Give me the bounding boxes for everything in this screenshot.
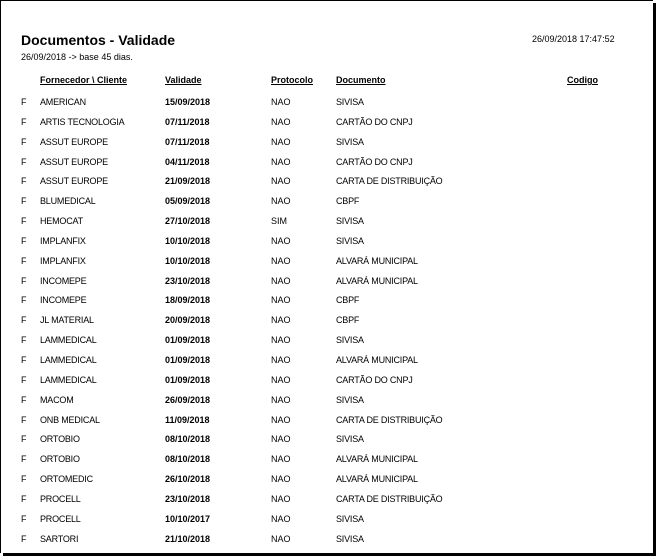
row-type: F — [21, 176, 27, 187]
row-fornecedor: ASSUT EUROPE — [40, 156, 108, 167]
row-validade: 27/10/2018 — [165, 216, 211, 227]
row-documento: ALVARÁ MUNICIPAL — [336, 354, 418, 365]
row-type: F — [21, 235, 27, 246]
row-validade: 21/10/2018 — [165, 533, 211, 544]
row-documento: SIVISA — [336, 216, 364, 227]
row-documento: CBPF — [336, 315, 360, 326]
row-fornecedor: ASSUT EUROPE — [40, 136, 108, 147]
row-type: F — [21, 394, 27, 405]
row-documento: CBPF — [336, 295, 360, 306]
row-protocolo: NAO — [271, 116, 291, 127]
row-protocolo: NAO — [271, 454, 291, 465]
column-header-documento: Documento — [336, 75, 386, 85]
row-fornecedor: SARTORI — [40, 533, 79, 544]
row-protocolo: NAO — [271, 394, 291, 405]
row-type: F — [21, 474, 27, 485]
row-type: F — [21, 533, 27, 544]
row-type: F — [21, 216, 27, 227]
column-header-protocolo: Protocolo — [271, 75, 313, 85]
row-validade: 01/09/2018 — [165, 335, 211, 346]
table-row — [1, 513, 653, 533]
row-documento: SIVISA — [336, 97, 364, 107]
row-fornecedor: INCOMEPE — [40, 275, 87, 286]
row-validade: 23/10/2018 — [165, 275, 211, 286]
row-protocolo: NAO — [271, 275, 291, 286]
row-protocolo: NAO — [271, 97, 291, 107]
row-type: F — [21, 97, 27, 107]
row-fornecedor: LAMMEDICAL — [40, 354, 97, 365]
row-protocolo: NAO — [271, 374, 291, 385]
row-fornecedor: ARTIS TECNOLOGIA — [40, 116, 125, 127]
row-type: F — [21, 255, 27, 266]
row-documento: SIVISA — [336, 235, 364, 246]
row-protocolo: NAO — [271, 136, 291, 147]
row-fornecedor: IMPLANFIX — [40, 235, 86, 246]
row-protocolo: NAO — [271, 335, 291, 346]
row-protocolo: NAO — [271, 493, 291, 504]
row-documento: ALVARÁ MUNICIPAL — [336, 454, 418, 465]
row-validade: 20/09/2018 — [165, 315, 211, 326]
row-protocolo: NAO — [271, 196, 291, 207]
row-protocolo: SIM — [271, 216, 288, 227]
table-row — [1, 136, 653, 156]
row-fornecedor: ASSUT EUROPE — [40, 176, 108, 187]
row-fornecedor: LAMMEDICAL — [40, 374, 97, 385]
row-fornecedor: PROCELL — [40, 493, 81, 504]
row-documento: SIVISA — [336, 533, 364, 544]
table-row — [1, 394, 653, 414]
report-rows — [1, 96, 653, 552]
table-row — [1, 314, 653, 334]
table-row — [1, 493, 653, 513]
row-type: F — [21, 374, 27, 385]
column-header-validade: Validade — [165, 75, 202, 85]
table-row — [1, 453, 653, 473]
row-type: F — [21, 156, 27, 167]
row-type: F — [21, 116, 27, 127]
row-validade: 01/09/2018 — [165, 354, 211, 365]
row-type: F — [21, 136, 27, 147]
row-type: F — [21, 513, 27, 524]
row-fornecedor: AMERICAN — [40, 97, 86, 107]
row-validade: 08/10/2018 — [165, 434, 211, 445]
row-type: F — [21, 315, 27, 326]
row-documento: SIVISA — [336, 434, 364, 445]
table-row — [1, 294, 653, 314]
row-type: F — [21, 414, 27, 425]
row-documento: SIVISA — [336, 513, 364, 524]
row-protocolo: NAO — [271, 513, 291, 524]
table-row — [1, 215, 653, 235]
row-fornecedor: IMPLANFIX — [40, 255, 86, 266]
row-protocolo: NAO — [271, 176, 291, 187]
row-fornecedor: ORTOMEDIC — [40, 474, 93, 485]
row-documento: CARTA DE DISTRIBUIÇÃO — [336, 493, 443, 504]
row-documento: CARTA DE DISTRIBUIÇÃO — [336, 176, 443, 187]
row-protocolo: NAO — [271, 434, 291, 445]
row-protocolo: NAO — [271, 414, 291, 425]
row-fornecedor: HEMOCAT — [40, 216, 83, 227]
table-row — [1, 275, 653, 295]
row-documento: SIVISA — [336, 394, 364, 405]
row-fornecedor: MACOM — [40, 394, 74, 405]
row-validade: 10/10/2018 — [165, 235, 211, 246]
row-documento: CARTÃO DO CNPJ — [336, 374, 413, 385]
row-type: F — [21, 335, 27, 346]
row-fornecedor: BLUMEDICAL — [40, 196, 96, 207]
row-documento: ALVARÁ MUNICIPAL — [336, 255, 418, 266]
row-documento: CARTA DE DISTRIBUIÇÃO — [336, 414, 443, 425]
row-validade: 05/09/2018 — [165, 196, 211, 207]
row-protocolo: NAO — [271, 156, 291, 167]
row-validade: 21/09/2018 — [165, 176, 211, 187]
row-protocolo: NAO — [271, 354, 291, 365]
row-validade: 11/09/2018 — [165, 414, 210, 425]
row-validade: 26/10/2018 — [165, 474, 211, 485]
row-validade: 10/10/2018 — [165, 255, 211, 266]
row-protocolo: NAO — [271, 255, 291, 266]
table-row — [1, 533, 653, 553]
row-documento: ALVARÁ MUNICIPAL — [336, 474, 418, 485]
row-type: F — [21, 295, 27, 306]
row-protocolo: NAO — [271, 474, 291, 485]
page-shadow-right — [653, 3, 656, 555]
row-fornecedor: PROCELL — [40, 513, 81, 524]
row-protocolo: NAO — [271, 533, 291, 544]
row-fornecedor: INCOMEPE — [40, 295, 87, 306]
row-type: F — [21, 454, 27, 465]
row-type: F — [21, 493, 27, 504]
row-type: F — [21, 196, 27, 207]
table-row — [1, 334, 653, 354]
row-documento: ALVARÁ MUNICIPAL — [336, 275, 418, 286]
row-validade: 15/09/2018 — [165, 97, 211, 107]
table-row — [1, 116, 653, 136]
column-header-fornecedor: Fornecedor \ Cliente — [40, 75, 128, 85]
table-row — [1, 195, 653, 215]
row-validade: 01/09/2018 — [165, 374, 211, 385]
table-row — [1, 175, 653, 195]
row-validade: 08/10/2018 — [165, 454, 211, 465]
row-type: F — [21, 434, 27, 445]
table-row — [1, 96, 653, 116]
row-documento: CARTÃO DO CNPJ — [336, 116, 413, 127]
row-validade: 18/09/2018 — [165, 295, 211, 306]
row-protocolo: NAO — [271, 295, 291, 306]
row-validade: 07/11/2018 — [165, 116, 210, 127]
table-row — [1, 414, 653, 434]
row-documento: SIVISA — [336, 136, 364, 147]
report-timestamp: 26/09/2018 17:47:52 — [532, 34, 615, 44]
row-fornecedor: ORTOBIO — [40, 434, 80, 445]
row-documento: SIVISA — [336, 335, 364, 346]
table-row — [1, 473, 653, 493]
row-type: F — [21, 275, 27, 286]
row-fornecedor: LAMMEDICAL — [40, 335, 97, 346]
row-validade: 07/11/2018 — [165, 136, 210, 147]
table-row — [1, 354, 653, 374]
table-row — [1, 255, 653, 275]
row-fornecedor: ORTOBIO — [40, 454, 80, 465]
column-header-codigo: Codigo — [567, 75, 598, 85]
table-row — [1, 433, 653, 453]
row-protocolo: NAO — [271, 235, 291, 246]
report-title: Documentos - Validade — [21, 32, 176, 48]
row-type: F — [21, 354, 27, 365]
row-fornecedor: JL MATERIAL — [40, 315, 94, 326]
report-subtitle: 26/09/2018 -> base 45 dias. — [21, 52, 133, 62]
row-validade: 04/11/2018 — [165, 156, 210, 167]
row-protocolo: NAO — [271, 315, 291, 326]
row-validade: 23/10/2018 — [165, 493, 211, 504]
row-documento: CBPF — [336, 196, 360, 207]
row-fornecedor: ONB MEDICAL — [40, 414, 100, 425]
row-validade: 10/10/2017 — [165, 513, 211, 524]
table-row — [1, 156, 653, 176]
table-row — [1, 235, 653, 255]
row-validade: 26/09/2018 — [165, 394, 211, 405]
row-documento: CARTÃO DO CNPJ — [336, 156, 413, 167]
table-row — [1, 374, 653, 394]
